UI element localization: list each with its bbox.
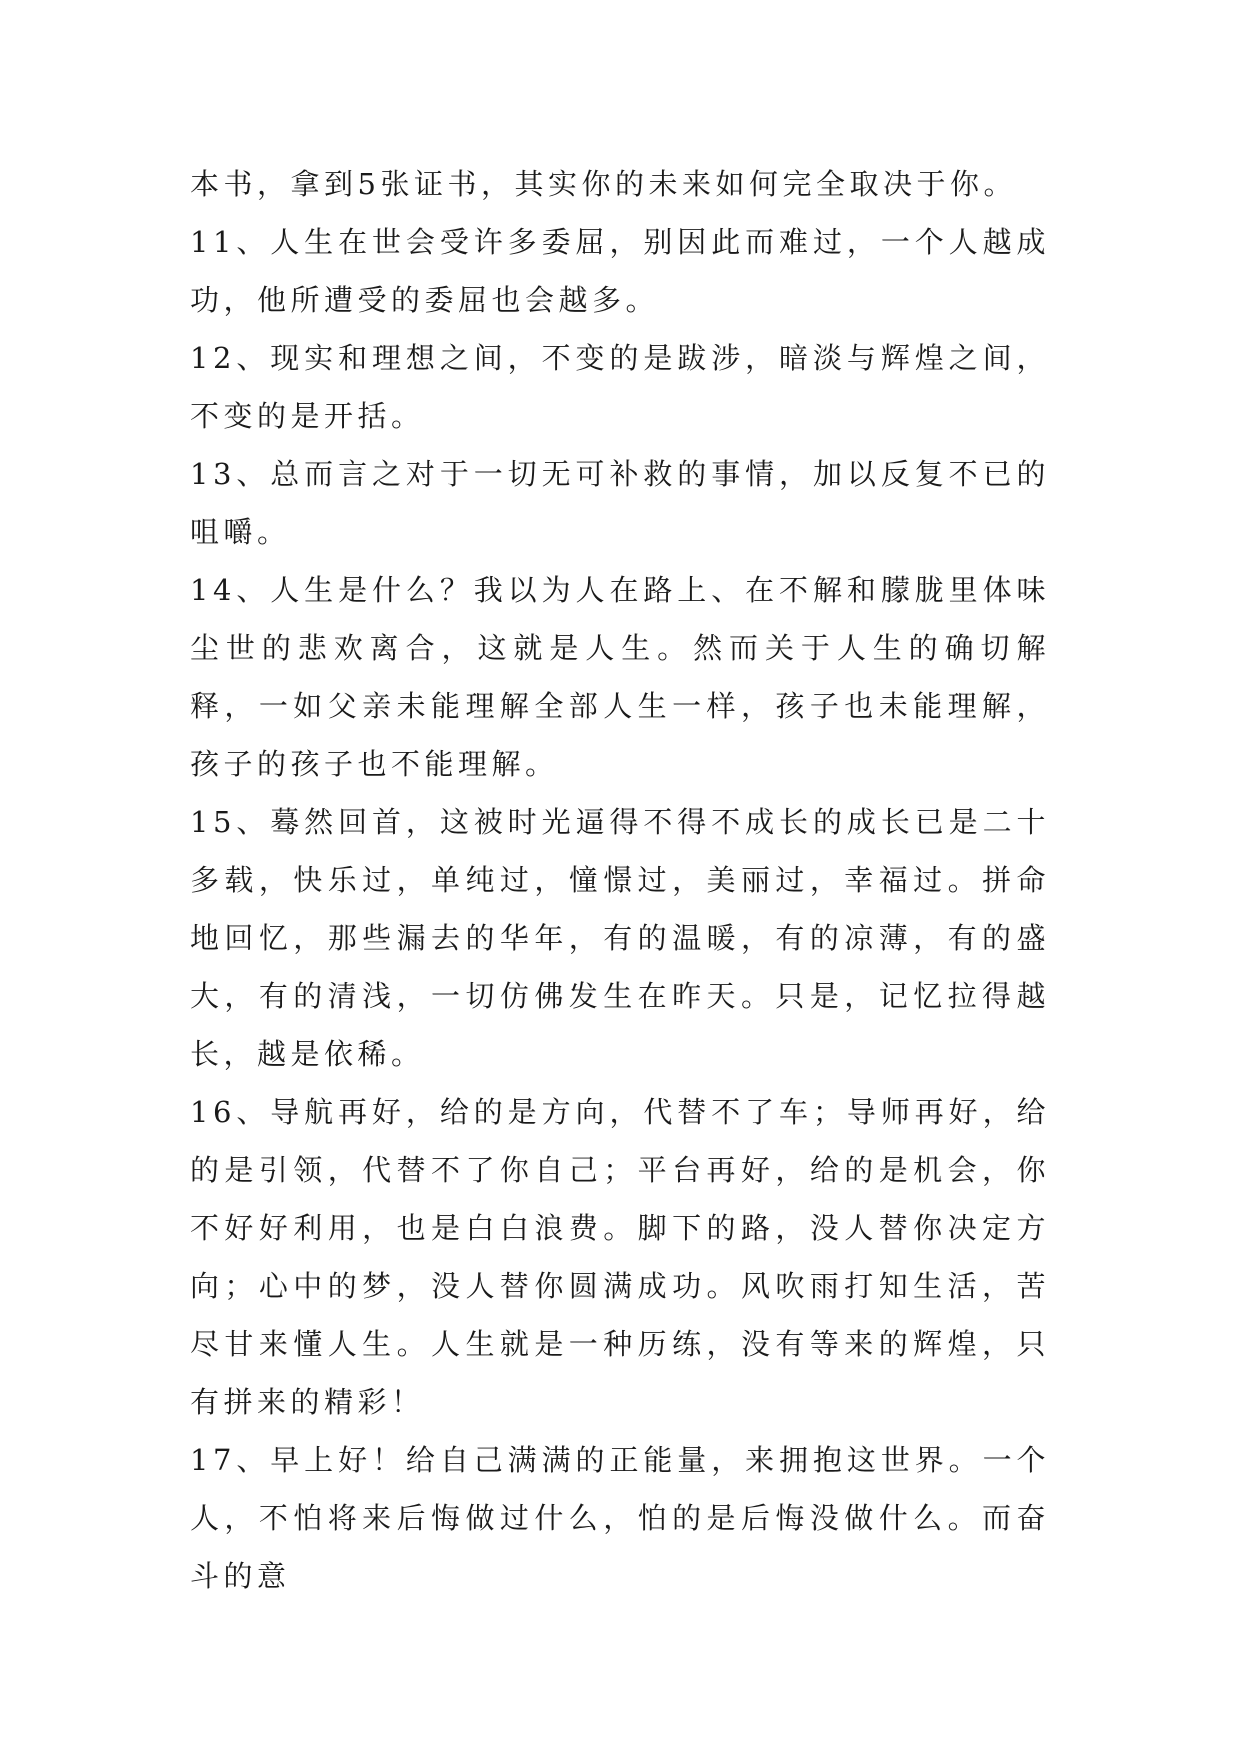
paragraph-continuation: 本书，拿到5张证书，其实你的未来如何完全取决于你。 [190,167,1017,201]
paragraph-item-11: 11、人生在世会受许多委屈，别因此而难过，一个人越成功，他所遭受的委屈也会越多。 [190,225,1050,317]
document-body [190,155,1050,1605]
paragraph-item-13: 13、总而言之对于一切无可补救的事情，加以反复不已的咀嚼。 [190,457,1050,549]
paragraph-item-17: 17、早上好！给自己满满的正能量，来拥抱这世界。一个人，不怕将来后悔做过什么，怕的是后悔没做什么。而奋斗的意 [190,1443,1050,1593]
paragraph-item-16: 16、导航再好，给的是方向，代替不了车；导师再好，给的是引领，代替不了你自己；平台再好，给的是机会，你不好好利用，也是白白浪费。脚下的路，没人替你决定方向；心中的梦，没人替你圆满成功。风吹雨打知生活，苦尽甘来懂人生。人生就是一种历练，没有等来的辉煌，只有拼来的精彩！ [190,1095,1050,1419]
paragraph-item-15: 15、蓦然回首，这被时光逼得不得不成长的成长已是二十多载，快乐过，单纯过，憧憬过，美丽过，幸福过。拼命地回忆，那些漏去的华年，有的温暖，有的凉薄，有的盛大，有的清浅，一切仿佛发生在昨天。只是，记忆拉得越长，越是依稀。 [190,805,1050,1071]
paragraph-item-14: 14、人生是什么？我以为人在路上、在不解和朦胧里体味尘世的悲欢离合，这就是人生。然而关于人生的确切解释，一如父亲未能理解全部人生一样，孩子也未能理解，孩子的孩子也不能理解。 [190,573,1050,781]
paragraph-item-12: 12、现实和理想之间，不变的是跋涉，暗淡与辉煌之间，不变的是开括。 [190,341,1050,433]
